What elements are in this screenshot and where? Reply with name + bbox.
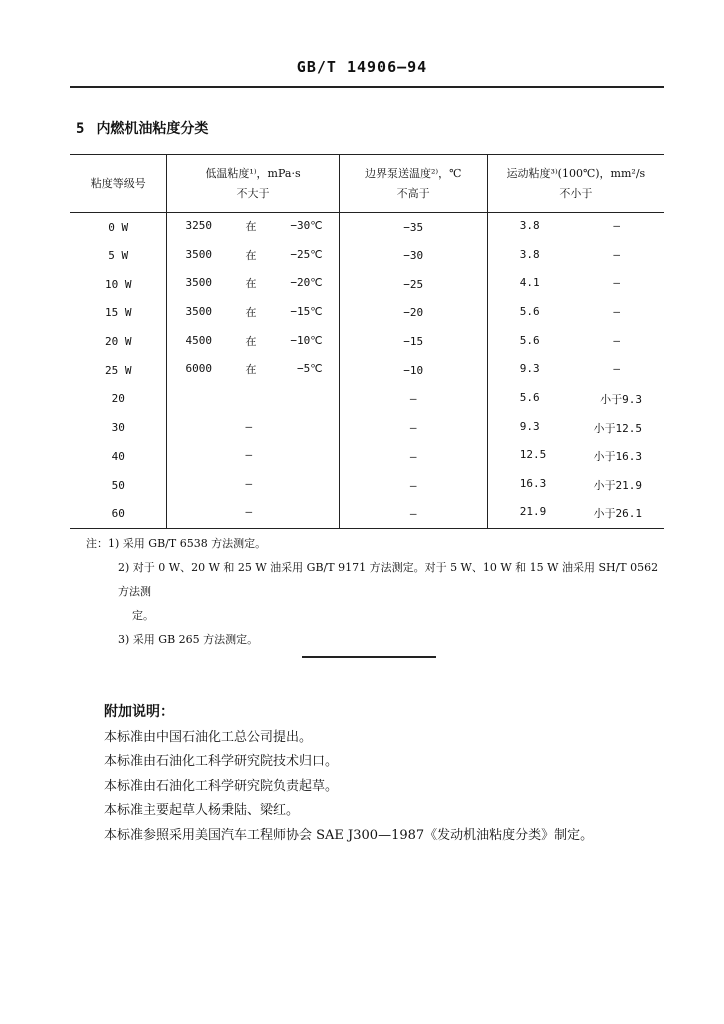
low-temp-temperature: −20℃ (290, 276, 323, 290)
kinematic-max-label: 小于 (593, 507, 616, 521)
kinematic-max-label: 小于 (593, 450, 616, 464)
low-temp-viscosity-value: 4500 (185, 333, 212, 347)
table-row (70, 213, 664, 242)
kinematic-cell (487, 327, 664, 356)
low-temp-temperature: −10℃ (290, 333, 323, 347)
table-header-row (70, 155, 664, 213)
kinematic-cell (487, 499, 664, 528)
kinematic-min: 4.1 (519, 276, 540, 290)
kinematic-max-dash: — (613, 362, 620, 376)
kinematic-cell (487, 471, 664, 500)
kinematic-cell (487, 213, 664, 242)
grade-cell: 15 W (104, 306, 132, 320)
kinematic-cell (487, 442, 664, 471)
section-title: 内燃机油粘度分类 (96, 121, 209, 137)
header-low-temp-viscosity (167, 155, 339, 213)
grade-cell: 10 W (104, 277, 132, 291)
kinematic-max-value: 21.9 (615, 479, 642, 493)
grade-cell: 25 W (104, 363, 132, 377)
kinematic-min: 21.9 (519, 505, 547, 519)
table-row (70, 413, 664, 442)
low-temp-cell (167, 471, 339, 500)
note-2-line-1: 2) 对于 0 W、20 W 和 25 W 油采用 GB/T 9171 方法测定。对于 5 W、10 W 和 15 W 油采用 SH/T 0562 方法测 (118, 561, 659, 598)
table-row (70, 442, 664, 471)
pumping-temp-cell: — (339, 471, 487, 500)
low-temp-temperature: −15℃ (290, 304, 323, 318)
kinematic-max-dash: — (613, 304, 620, 318)
kinematic-max-label: 小于 (600, 392, 623, 406)
low-temp-cell (167, 413, 339, 442)
additional-line: 本标准由石油化工科学研究院技术归口。 (104, 754, 339, 769)
grade-cell: 50 (111, 478, 125, 492)
pumping-temp-cell: — (339, 413, 487, 442)
low-temp-dash: — (245, 448, 253, 462)
kinematic-cell (487, 385, 664, 414)
table-row (70, 299, 664, 328)
low-temp-at: 在 (245, 363, 257, 377)
table-row (70, 241, 664, 270)
note-1: 注：1) 采用 GB/T 6538 方法测定。 (86, 537, 267, 550)
kinematic-min: 3.8 (519, 219, 540, 233)
kinematic-min: 3.8 (519, 247, 540, 261)
header-low-temp-line1: 低温粘度¹⁾，mPa·s (205, 166, 301, 180)
additional-line: 本标准参照采用美国汽车工程师协会 SAE J300—1987《发动机油粘度分类》制定。 (104, 827, 594, 843)
grade-cell: 60 (70, 499, 167, 528)
header-pump-line1: 边界泵送温度²⁾，℃ (364, 166, 462, 180)
table-row (70, 327, 664, 356)
low-temp-at: 在 (245, 220, 257, 234)
header-grade: 粘度等级号 (70, 155, 167, 213)
grade-cell: 30 (111, 421, 125, 435)
note-2-line-2: 定。 (132, 609, 154, 622)
table-notes (86, 532, 666, 652)
low-temp-dash: — (245, 419, 253, 433)
grade-cell: 20 W (104, 335, 132, 349)
pumping-temp-cell: — (339, 385, 487, 414)
pumping-temp-cell: −30 (339, 241, 487, 270)
kinematic-max (594, 420, 643, 436)
kinematic-max-value: 12.5 (615, 421, 642, 435)
additional-line: 本标准主要起草人杨秉陆、梁红。 (104, 803, 300, 818)
kinematic-max-dash: — (613, 247, 620, 261)
low-temp-at: 在 (245, 305, 257, 319)
kinematic-cell (487, 299, 664, 328)
header-rule (70, 86, 664, 88)
additional-heading: 附加说明： (104, 704, 174, 720)
low-temp-dash: — (245, 505, 253, 519)
kinematic-max-value: 26.1 (615, 507, 642, 521)
grade-cell: 20 (111, 392, 125, 406)
kinematic-max-dash: — (613, 276, 620, 290)
low-temp-temperature: −30℃ (290, 219, 323, 233)
standard-number: GB/T 14906—94 (296, 58, 428, 76)
pumping-temp-cell: −25 (339, 270, 487, 299)
kinematic-min: 5.6 (519, 390, 540, 404)
table-row (70, 385, 664, 414)
section-number: 5 (76, 121, 85, 137)
kinematic-min: 9.3 (519, 362, 540, 376)
header-low-temp-line2: 不大于 (236, 186, 270, 200)
additional-line: 本标准由石油化工科学研究院负责起草。 (104, 778, 339, 794)
low-temp-at: 在 (245, 248, 257, 262)
kinematic-min: 5.6 (519, 304, 540, 318)
header-pumping-temp (339, 155, 487, 213)
kinematic-min: 9.3 (519, 419, 540, 433)
kinematic-max-value: 9.3 (622, 392, 642, 406)
kinematic-max-value: 16.3 (615, 450, 642, 464)
table-row (70, 499, 664, 528)
kinematic-max-dash: — (613, 333, 620, 347)
kinematic-max-dash: — (613, 219, 620, 233)
low-temp-temperature: −25℃ (290, 247, 323, 261)
kinematic-max (600, 391, 642, 407)
kinematic-min: 16.3 (519, 477, 547, 491)
additional-notes (104, 700, 593, 848)
kinematic-cell (487, 270, 664, 299)
low-temp-cell (167, 442, 339, 471)
grade-cell: 0 W (108, 220, 129, 234)
note-3: 3) 采用 GB 265 方法测定。 (118, 633, 259, 646)
low-temp-viscosity-value: 3500 (185, 304, 212, 318)
low-temp-cell (167, 327, 339, 356)
low-temp-at: 在 (245, 277, 257, 291)
header-kinematic-viscosity (487, 155, 664, 213)
pumping-temp-cell: −10 (339, 356, 487, 385)
pumping-temp-cell: — (339, 499, 487, 528)
section-heading (76, 118, 208, 138)
viscosity-classification-table (70, 154, 664, 529)
low-temp-cell (167, 213, 339, 242)
kinematic-max-label: 小于 (593, 421, 616, 435)
low-temp-dash: — (245, 477, 253, 491)
header-kinematic-line1: 运动粘度³⁾(100℃)，mm²/s (506, 166, 646, 180)
kinematic-max (594, 477, 643, 493)
kinematic-cell (487, 413, 664, 442)
pumping-temp-cell: −35 (339, 213, 487, 242)
kinematic-max (594, 505, 643, 521)
grade-cell: 5 W (108, 249, 129, 263)
low-temp-viscosity-value: 3500 (185, 247, 212, 261)
end-rule (302, 656, 436, 658)
header-pump-line2: 不高于 (396, 186, 430, 200)
table-row (70, 356, 664, 385)
low-temp-viscosity-value: 6000 (185, 362, 212, 376)
kinematic-min: 12.5 (519, 448, 547, 462)
low-temp-cell (167, 385, 339, 414)
kinematic-cell (487, 241, 664, 270)
low-temp-at: 在 (245, 334, 257, 348)
low-temp-viscosity-value: 3500 (185, 276, 212, 290)
table-row (70, 270, 664, 299)
low-temp-temperature: −5℃ (296, 362, 323, 376)
kinematic-max (594, 448, 643, 464)
low-temp-cell (167, 241, 339, 270)
kinematic-min: 5.6 (519, 333, 540, 347)
low-temp-cell (167, 299, 339, 328)
low-temp-cell (167, 356, 339, 385)
pumping-temp-cell: −20 (339, 299, 487, 328)
pumping-temp-cell: — (339, 442, 487, 471)
kinematic-cell (487, 356, 664, 385)
header-kinematic-line2: 不小于 (559, 186, 593, 200)
grade-cell: 40 (111, 449, 125, 463)
additional-line: 本标准由中国石油化工总公司提出。 (104, 729, 313, 745)
table-body (70, 213, 664, 529)
table-row (70, 471, 664, 500)
low-temp-cell (167, 499, 339, 528)
pumping-temp-cell: −15 (339, 327, 487, 356)
low-temp-viscosity-value: 3250 (185, 219, 212, 233)
kinematic-max-label: 小于 (593, 479, 616, 493)
low-temp-cell (167, 270, 339, 299)
